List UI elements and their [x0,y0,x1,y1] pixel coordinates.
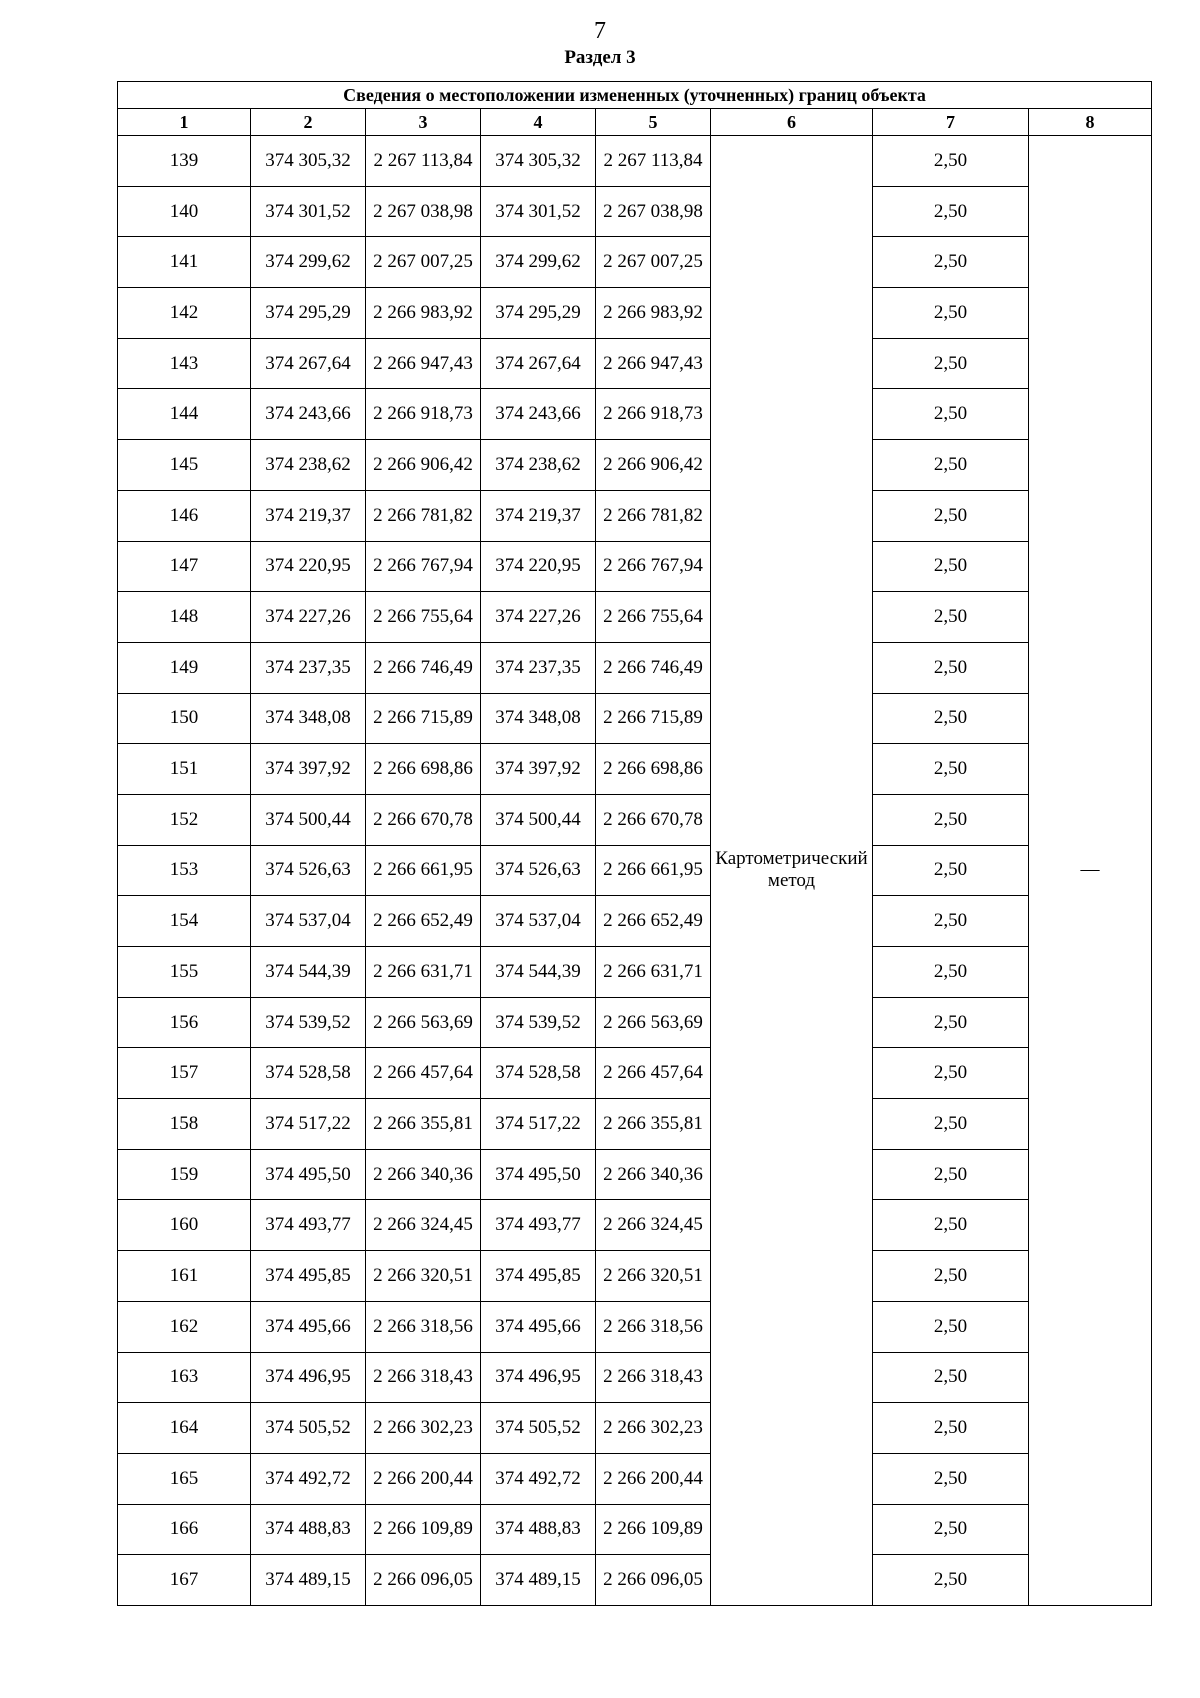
column-number: 5 [596,109,711,136]
new-x-cell: 374 295,29 [481,288,596,339]
accuracy-cell: 2,50 [873,845,1029,896]
new-y-cell: 2 266 746,49 [596,642,711,693]
old-x-cell: 374 219,37 [251,490,366,541]
old-y-cell: 2 266 302,23 [366,1403,481,1454]
old-y-cell: 2 266 918,73 [366,389,481,440]
old-y-cell: 2 266 200,44 [366,1453,481,1504]
accuracy-cell: 2,50 [873,1149,1029,1200]
old-x-cell: 374 348,08 [251,693,366,744]
new-y-cell: 2 266 318,43 [596,1352,711,1403]
new-x-cell: 374 496,95 [481,1352,596,1403]
new-y-cell: 2 266 767,94 [596,541,711,592]
new-y-cell: 2 267 007,25 [596,237,711,288]
new-y-cell: 2 266 781,82 [596,490,711,541]
table-row [118,1301,1152,1352]
old-x-cell: 374 227,26 [251,592,366,643]
point-number-cell: 144 [118,389,251,440]
new-x-cell: 374 299,62 [481,237,596,288]
table-row [118,490,1152,541]
accuracy-cell: 2,50 [873,693,1029,744]
accuracy-cell: 2,50 [873,237,1029,288]
new-y-cell: 2 266 652,49 [596,896,711,947]
new-y-cell: 2 266 661,95 [596,845,711,896]
column-number: 2 [251,109,366,136]
old-x-cell: 374 237,35 [251,642,366,693]
old-y-cell: 2 266 096,05 [366,1555,481,1606]
accuracy-cell: 2,50 [873,1200,1029,1251]
old-y-cell: 2 266 698,86 [366,744,481,795]
column-number: 1 [118,109,251,136]
new-x-cell: 374 305,32 [481,136,596,187]
old-y-cell: 2 266 781,82 [366,490,481,541]
table-row [118,1555,1152,1606]
table-row [118,1149,1152,1200]
accuracy-cell: 2,50 [873,1555,1029,1606]
new-x-cell: 374 301,52 [481,186,596,237]
table-row [118,288,1152,339]
new-x-cell: 374 267,64 [481,338,596,389]
old-x-cell: 374 492,72 [251,1453,366,1504]
old-x-cell: 374 488,83 [251,1504,366,1555]
coordinates-table [117,81,1152,1606]
new-y-cell: 2 266 947,43 [596,338,711,389]
new-x-cell: 374 243,66 [481,389,596,440]
new-x-cell: 374 492,72 [481,1453,596,1504]
accuracy-cell: 2,50 [873,592,1029,643]
old-y-cell: 2 266 755,64 [366,592,481,643]
old-x-cell: 374 243,66 [251,389,366,440]
old-x-cell: 374 544,39 [251,947,366,998]
point-number-cell: 152 [118,794,251,845]
column-number-row [118,109,1152,136]
new-x-cell: 374 495,85 [481,1251,596,1302]
accuracy-cell: 2,50 [873,440,1029,491]
new-x-cell: 374 219,37 [481,490,596,541]
new-y-cell: 2 266 715,89 [596,693,711,744]
table-body [118,136,1152,1606]
point-number-cell: 165 [118,1453,251,1504]
point-number-cell: 167 [118,1555,251,1606]
table-row [118,693,1152,744]
table-row [118,186,1152,237]
accuracy-cell: 2,50 [873,896,1029,947]
old-x-cell: 374 500,44 [251,794,366,845]
table-row [118,997,1152,1048]
old-y-cell: 2 266 109,89 [366,1504,481,1555]
accuracy-cell: 2,50 [873,136,1029,187]
table-row [118,845,1152,896]
old-y-cell: 2 266 906,42 [366,440,481,491]
accuracy-cell: 2,50 [873,1048,1029,1099]
old-y-cell: 2 266 563,69 [366,997,481,1048]
point-number-cell: 151 [118,744,251,795]
column-number: 3 [366,109,481,136]
old-y-cell: 2 266 746,49 [366,642,481,693]
new-x-cell: 374 526,63 [481,845,596,896]
new-y-cell: 2 266 906,42 [596,440,711,491]
table-row [118,237,1152,288]
accuracy-cell: 2,50 [873,490,1029,541]
old-x-cell: 374 295,29 [251,288,366,339]
old-y-cell: 2 266 652,49 [366,896,481,947]
accuracy-cell: 2,50 [873,1251,1029,1302]
point-number-cell: 164 [118,1403,251,1454]
new-x-cell: 374 493,77 [481,1200,596,1251]
old-x-cell: 374 220,95 [251,541,366,592]
old-x-cell: 374 495,50 [251,1149,366,1200]
accuracy-cell: 2,50 [873,1504,1029,1555]
accuracy-cell: 2,50 [873,288,1029,339]
new-y-cell: 2 266 096,05 [596,1555,711,1606]
point-number-cell: 160 [118,1200,251,1251]
accuracy-cell: 2,50 [873,389,1029,440]
old-y-cell: 2 266 457,64 [366,1048,481,1099]
new-y-cell: 2 266 670,78 [596,794,711,845]
point-number-cell: 158 [118,1099,251,1150]
point-number-cell: 140 [118,186,251,237]
table-row [118,389,1152,440]
new-y-cell: 2 266 324,45 [596,1200,711,1251]
point-number-cell: 156 [118,997,251,1048]
old-y-cell: 2 267 113,84 [366,136,481,187]
old-x-cell: 374 528,58 [251,1048,366,1099]
new-x-cell: 374 220,95 [481,541,596,592]
old-x-cell: 374 489,15 [251,1555,366,1606]
section-title: Раздел 3 [564,47,636,68]
old-y-cell: 2 266 661,95 [366,845,481,896]
column-number: 6 [711,109,873,136]
new-y-cell: 2 266 563,69 [596,997,711,1048]
table-row [118,642,1152,693]
column-number: 7 [873,109,1029,136]
point-number-cell: 161 [118,1251,251,1302]
point-number-cell: 155 [118,947,251,998]
new-x-cell: 374 544,39 [481,947,596,998]
new-x-cell: 374 505,52 [481,1403,596,1454]
new-x-cell: 374 528,58 [481,1048,596,1099]
new-y-cell: 2 267 038,98 [596,186,711,237]
old-y-cell: 2 266 340,36 [366,1149,481,1200]
table-row [118,896,1152,947]
old-x-cell: 374 539,52 [251,997,366,1048]
table-row [118,1403,1152,1454]
old-x-cell: 374 301,52 [251,186,366,237]
accuracy-cell: 2,50 [873,338,1029,389]
table-row [118,1251,1152,1302]
table-row [118,947,1152,998]
point-number-cell: 148 [118,592,251,643]
old-x-cell: 374 493,77 [251,1200,366,1251]
point-number-cell: 162 [118,1301,251,1352]
accuracy-cell: 2,50 [873,1453,1029,1504]
new-y-cell: 2 266 983,92 [596,288,711,339]
point-number-cell: 153 [118,845,251,896]
column8-cell: — [1029,136,1152,1606]
point-number-cell: 166 [118,1504,251,1555]
old-y-cell: 2 266 324,45 [366,1200,481,1251]
table-row [118,136,1152,187]
old-y-cell: 2 266 355,81 [366,1099,481,1150]
new-y-cell: 2 266 340,36 [596,1149,711,1200]
new-x-cell: 374 500,44 [481,794,596,845]
new-x-cell: 374 517,22 [481,1099,596,1150]
old-x-cell: 374 299,62 [251,237,366,288]
old-y-cell: 2 266 983,92 [366,288,481,339]
point-number-cell: 142 [118,288,251,339]
new-x-cell: 374 237,35 [481,642,596,693]
old-y-cell: 2 266 715,89 [366,693,481,744]
column-number: 4 [481,109,596,136]
table-row [118,541,1152,592]
point-number-cell: 145 [118,440,251,491]
accuracy-cell: 2,50 [873,1403,1029,1454]
old-y-cell: 2 267 007,25 [366,237,481,288]
old-y-cell: 2 266 947,43 [366,338,481,389]
new-y-cell: 2 266 109,89 [596,1504,711,1555]
new-x-cell: 374 539,52 [481,997,596,1048]
accuracy-cell: 2,50 [873,744,1029,795]
accuracy-cell: 2,50 [873,947,1029,998]
old-y-cell: 2 266 318,43 [366,1352,481,1403]
new-y-cell: 2 266 200,44 [596,1453,711,1504]
point-number-cell: 139 [118,136,251,187]
new-x-cell: 374 537,04 [481,896,596,947]
table-row [118,744,1152,795]
table-row [118,794,1152,845]
old-y-cell: 2 267 038,98 [366,186,481,237]
new-x-cell: 374 238,62 [481,440,596,491]
point-number-cell: 147 [118,541,251,592]
new-x-cell: 374 495,50 [481,1149,596,1200]
old-y-cell: 2 266 320,51 [366,1251,481,1302]
table-row [118,1200,1152,1251]
old-x-cell: 374 537,04 [251,896,366,947]
new-x-cell: 374 489,15 [481,1555,596,1606]
old-x-cell: 374 495,66 [251,1301,366,1352]
table-caption-row [118,82,1152,109]
new-y-cell: 2 266 355,81 [596,1099,711,1150]
new-y-cell: 2 266 302,23 [596,1403,711,1454]
new-y-cell: 2 266 698,86 [596,744,711,795]
new-x-cell: 374 488,83 [481,1504,596,1555]
point-number-cell: 157 [118,1048,251,1099]
table-row [118,440,1152,491]
method-cell: Картометрический метод [711,136,873,1606]
point-number-cell: 149 [118,642,251,693]
new-y-cell: 2 266 755,64 [596,592,711,643]
new-x-cell: 374 397,92 [481,744,596,795]
accuracy-cell: 2,50 [873,1099,1029,1150]
old-y-cell: 2 266 767,94 [366,541,481,592]
accuracy-cell: 2,50 [873,997,1029,1048]
new-x-cell: 374 227,26 [481,592,596,643]
old-x-cell: 374 397,92 [251,744,366,795]
old-x-cell: 374 505,52 [251,1403,366,1454]
table-row [118,338,1152,389]
new-x-cell: 374 495,66 [481,1301,596,1352]
new-y-cell: 2 266 318,56 [596,1301,711,1352]
table-caption: Сведения о местоположении измененных (уточненных) границ объекта [118,82,1152,109]
old-y-cell: 2 266 670,78 [366,794,481,845]
new-y-cell: 2 266 631,71 [596,947,711,998]
old-x-cell: 374 496,95 [251,1352,366,1403]
old-x-cell: 374 305,32 [251,136,366,187]
table-row [118,1099,1152,1150]
accuracy-cell: 2,50 [873,186,1029,237]
new-y-cell: 2 267 113,84 [596,136,711,187]
table-row [118,592,1152,643]
old-x-cell: 374 495,85 [251,1251,366,1302]
accuracy-cell: 2,50 [873,1352,1029,1403]
point-number-cell: 146 [118,490,251,541]
point-number-cell: 141 [118,237,251,288]
table-row [118,1504,1152,1555]
new-y-cell: 2 266 320,51 [596,1251,711,1302]
point-number-cell: 159 [118,1149,251,1200]
old-x-cell: 374 238,62 [251,440,366,491]
new-y-cell: 2 266 918,73 [596,389,711,440]
old-x-cell: 374 267,64 [251,338,366,389]
old-y-cell: 2 266 631,71 [366,947,481,998]
table-row [118,1048,1152,1099]
accuracy-cell: 2,50 [873,794,1029,845]
accuracy-cell: 2,50 [873,541,1029,592]
point-number-cell: 163 [118,1352,251,1403]
point-number-cell: 150 [118,693,251,744]
old-x-cell: 374 517,22 [251,1099,366,1150]
old-y-cell: 2 266 318,56 [366,1301,481,1352]
new-y-cell: 2 266 457,64 [596,1048,711,1099]
accuracy-cell: 2,50 [873,642,1029,693]
table-row [118,1352,1152,1403]
point-number-cell: 154 [118,896,251,947]
point-number-cell: 143 [118,338,251,389]
accuracy-cell: 2,50 [873,1301,1029,1352]
column-number: 8 [1029,109,1152,136]
old-x-cell: 374 526,63 [251,845,366,896]
table-row [118,1453,1152,1504]
new-x-cell: 374 348,08 [481,693,596,744]
page-number: 7 [594,18,606,44]
